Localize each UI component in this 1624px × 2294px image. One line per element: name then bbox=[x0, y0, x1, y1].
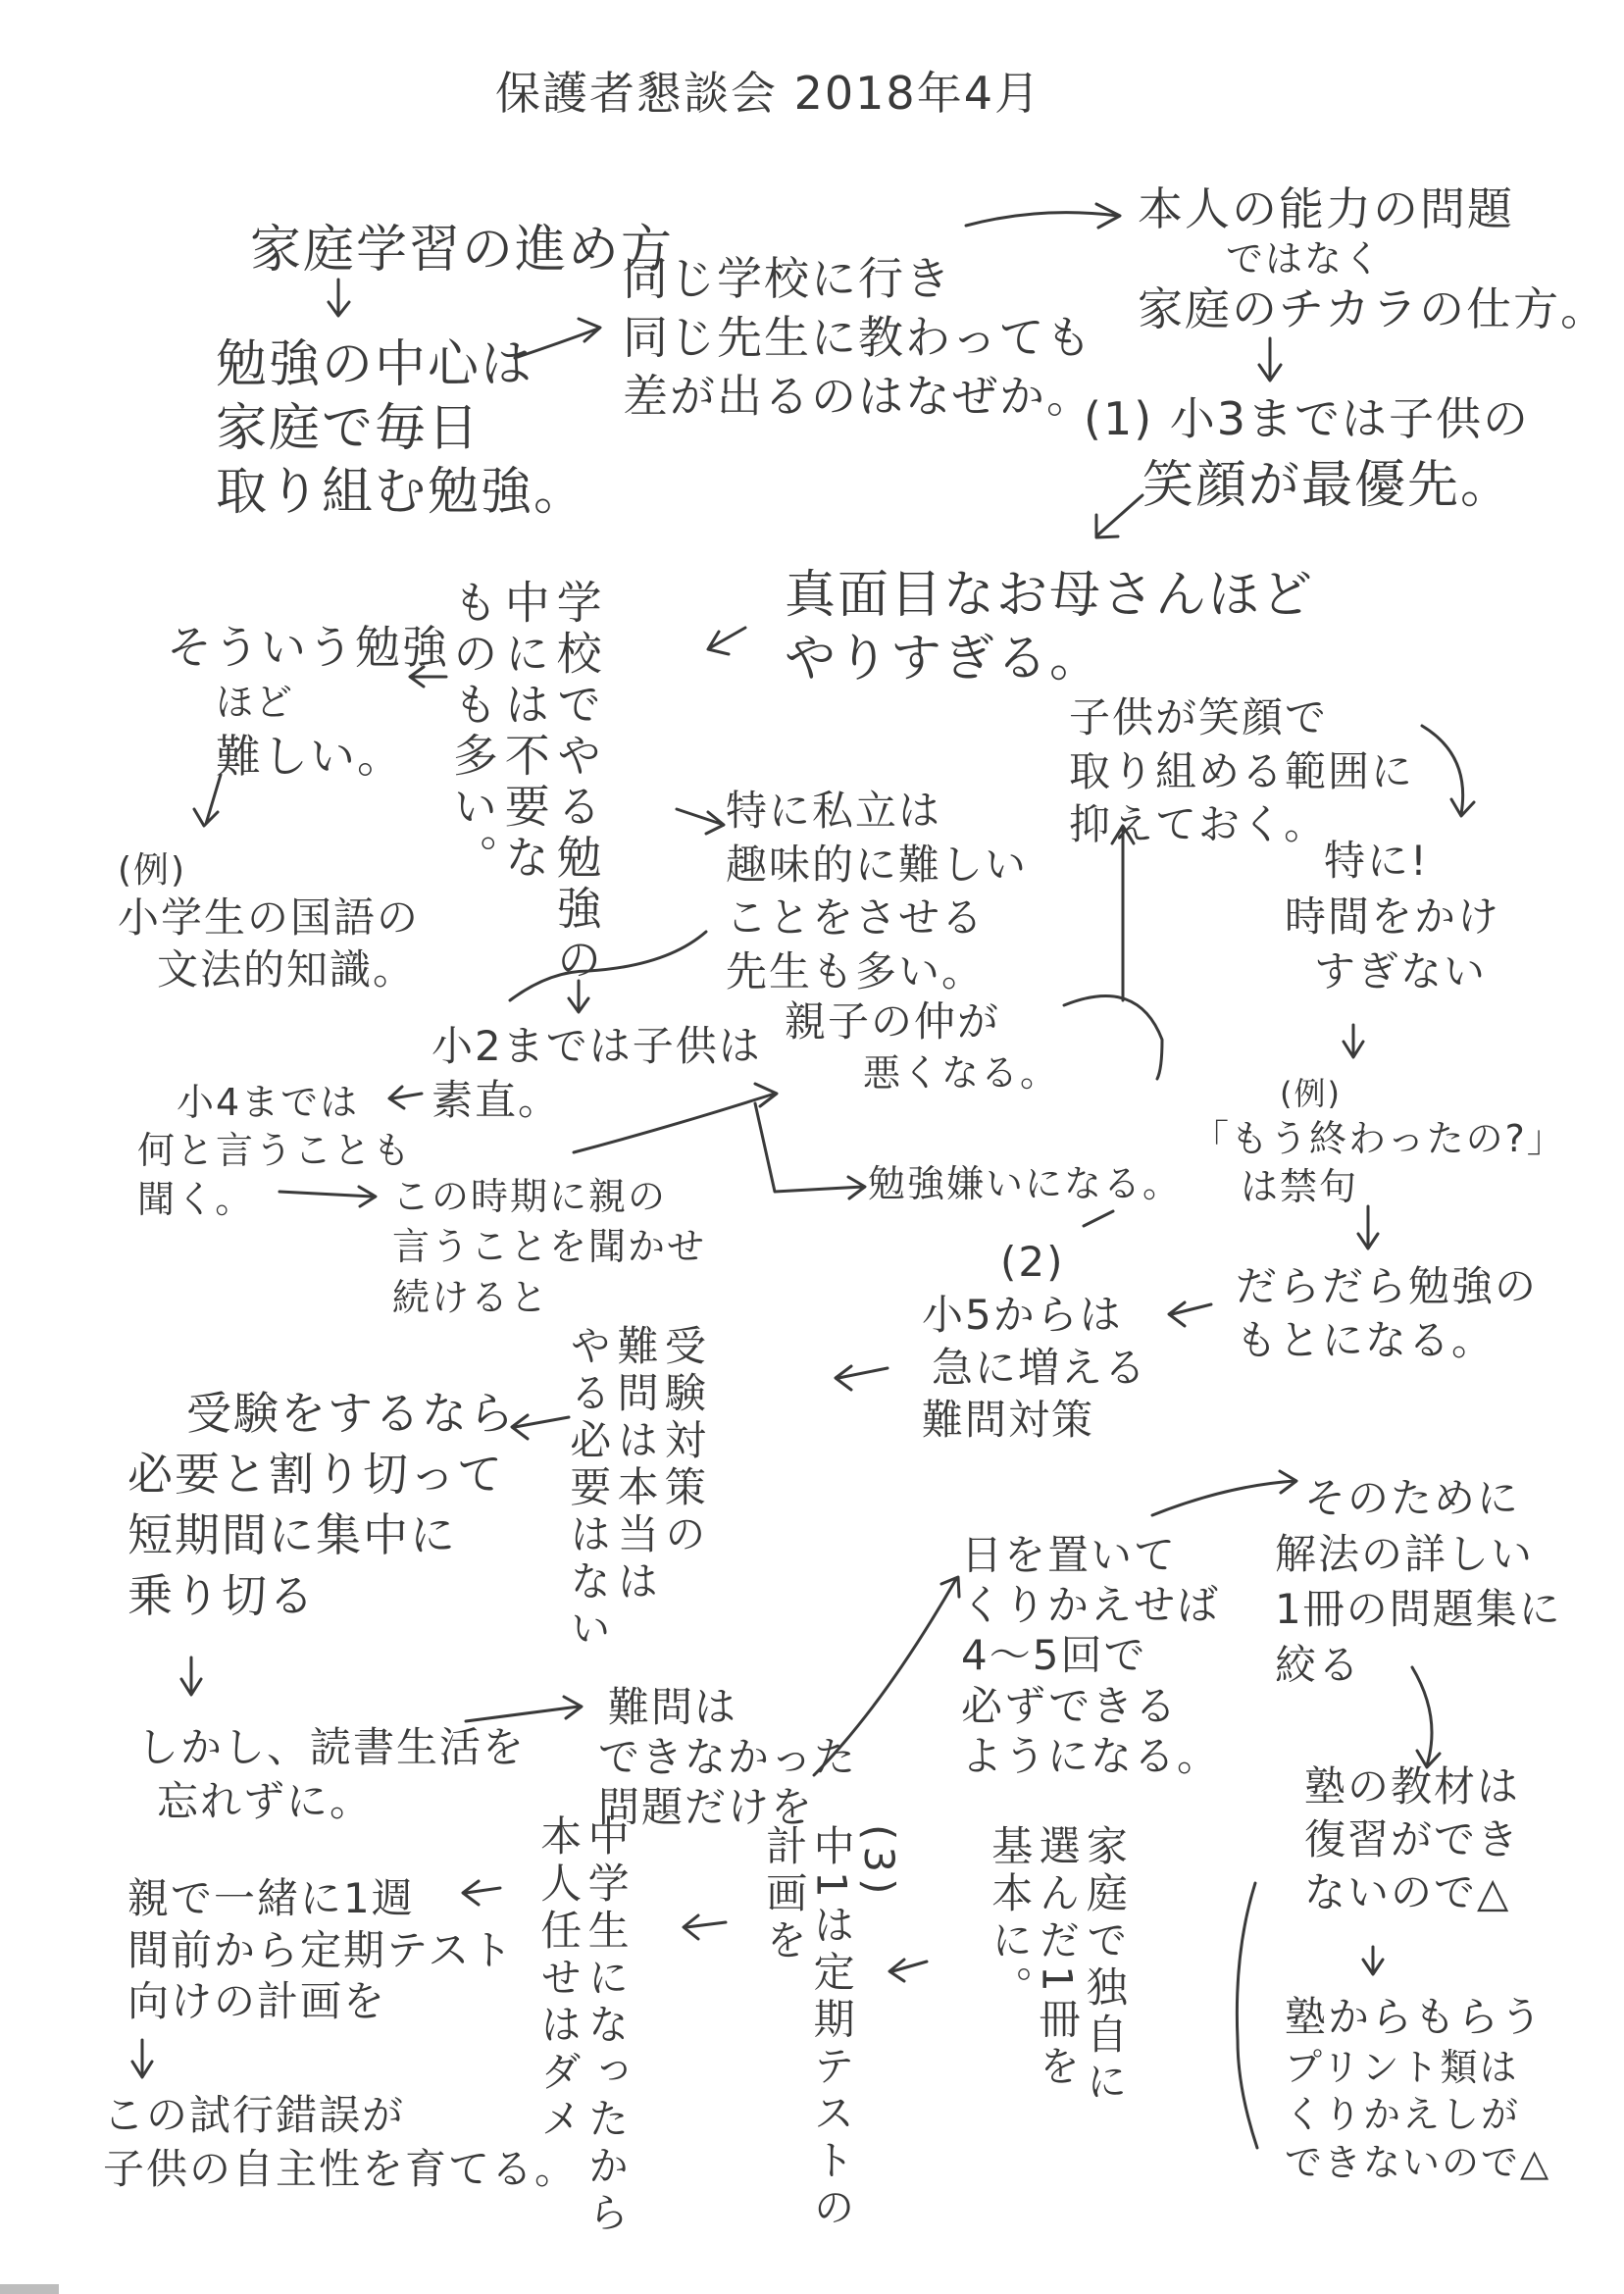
arrow-together-to-trial bbox=[132, 2040, 152, 2077]
note-unnecessary-school-study: 学校でやる勉強の 中には不要な ものも多い。 bbox=[445, 579, 603, 987]
note-exam-hard-problems: 受験対策の 難問は本当は やる必要はない bbox=[564, 1324, 707, 1654]
note-serious-mother: 真面目なお母さんほど やりすぎる。 bbox=[785, 566, 1315, 688]
note-trial-and-error: この試行錯誤が 子供の自主性を育てる。 bbox=[103, 2091, 579, 2193]
arrow-dawdle-to-grade5 bbox=[1169, 1302, 1211, 1326]
note-plan-together: 親で一緒に1週 間前から定期テスト 向けの計画を bbox=[127, 1874, 515, 2025]
note-such-study-difficult: そういう勉強 ほど 難しい。 bbox=[167, 621, 449, 783]
note-dawdling: だらだら勉強の もとになる。 bbox=[1236, 1262, 1539, 1364]
arrow-private-to-lower bbox=[510, 932, 706, 1012]
note-make-listen: この時期に親の 言うことを聞かせ 続けると bbox=[392, 1175, 707, 1319]
note-take-exam: 受験をするなら 必要と割り切って 短期間に集中に 乗り切る bbox=[127, 1387, 516, 1623]
arrow-ability-to-smile bbox=[1259, 338, 1281, 381]
arrow-plan-to-junior bbox=[684, 1915, 726, 1939]
note-dont-spend-time: 特に! 時間をかけ すぎない bbox=[1285, 837, 1501, 996]
note-home-chosen-book: 家庭で独自に 選んだ1冊を 基本に。 bbox=[986, 1824, 1129, 2107]
note-junior1-test-plan: (3) 中1は定期テストの 計画を bbox=[760, 1824, 903, 2233]
note-reading-life: しかし、読書生活を 忘れずに。 bbox=[137, 1723, 527, 1825]
brace-cram-print bbox=[1237, 1883, 1257, 2148]
arrow-tackle-to-reading bbox=[181, 1657, 201, 1695]
note-junior-high-not-alone: 中学生になったから 本人任せはダメ bbox=[534, 1814, 631, 2238]
note-smile-range: 子供が笑顔で 取り組める範囲に 抑えておく。 bbox=[1069, 693, 1415, 849]
arrow-range-to-especially bbox=[1422, 726, 1474, 816]
arrow-title-to-study bbox=[329, 280, 349, 316]
arrow-small-tick bbox=[1084, 1211, 1113, 1226]
note-cram-prints: 塾からもらう プリント類は くりかえしが できないので△ bbox=[1285, 1993, 1551, 2184]
note-grammar-example: (例) 小学生の国語の 文法的知識。 bbox=[118, 850, 421, 994]
note-same-school: 同じ学校に行き 同じ先生に教わっても 差が出るのはなぜか。 bbox=[623, 252, 1093, 423]
note-repeat-days: 日を置いて くりかえせば 4〜5回で 必ずできる ようになる。 bbox=[961, 1531, 1221, 1780]
note-study-center: 勉強の中心は 家庭で毎日 取り組む勉強。 bbox=[216, 335, 587, 522]
arrow-school-to-ability bbox=[966, 204, 1120, 228]
note-cram-materials: 塾の教材は 復習ができ ないので△ bbox=[1304, 1762, 1521, 1916]
note-from-grade5: (2) 小5からは 急に増える 難問対策 bbox=[922, 1238, 1148, 1445]
note-until-grade4: 小4までは 何と言うことも 聞く。 bbox=[137, 1081, 413, 1221]
arrow-example-to-dawdle bbox=[1358, 1206, 1378, 1249]
note-private-school: 特に私立は 趣味的に難しい ことをさせる 先生も多い。 bbox=[726, 787, 1029, 995]
note-ability-problem: 本人の能力の問題 ではなく 家庭のチカラの仕方。 bbox=[1138, 182, 1608, 336]
note-forbidden-phrase: (例) 「もう終わったの?」 は禁句 bbox=[1192, 1075, 1566, 1208]
note-relationship-worse: 親子の仲が 悪くなる。 bbox=[785, 997, 1060, 1095]
arrow-parent-curve-up bbox=[1064, 996, 1162, 1079]
arrow-grade5-to-exam bbox=[836, 1366, 888, 1390]
arrow-cram-to-print bbox=[1363, 1947, 1383, 1974]
arrow-branch-to-dislike bbox=[755, 1103, 865, 1198]
arrow-exam-to-tackle bbox=[512, 1415, 569, 1439]
arrow-reading-to-hard bbox=[466, 1697, 582, 1721]
note-smile-priority: (1) 小3までは子供の 笑顔が最優先。 bbox=[1084, 392, 1531, 516]
note-one-workbook: そのために 解法の詳しい 1冊の問題集に 絞る bbox=[1275, 1474, 1562, 1690]
page-title: 保護者懇談会 2018年4月 bbox=[495, 67, 1041, 120]
note-home-study-method: 家庭学習の進め方 bbox=[250, 221, 675, 280]
scan-edge-bar bbox=[0, 2284, 59, 2294]
note-until-grade2: 小2までは子供は 素直。 bbox=[431, 1022, 762, 1124]
arrow-school-to-private bbox=[677, 809, 724, 834]
arrow-especially-to-example bbox=[1344, 1025, 1363, 1057]
note-dislike-study: 勉強嫌いになる。 bbox=[868, 1162, 1183, 1205]
note-missed-problems: 難問は できなかった 問題だけを bbox=[598, 1683, 858, 1832]
arrow-mother-to-school bbox=[708, 628, 745, 654]
